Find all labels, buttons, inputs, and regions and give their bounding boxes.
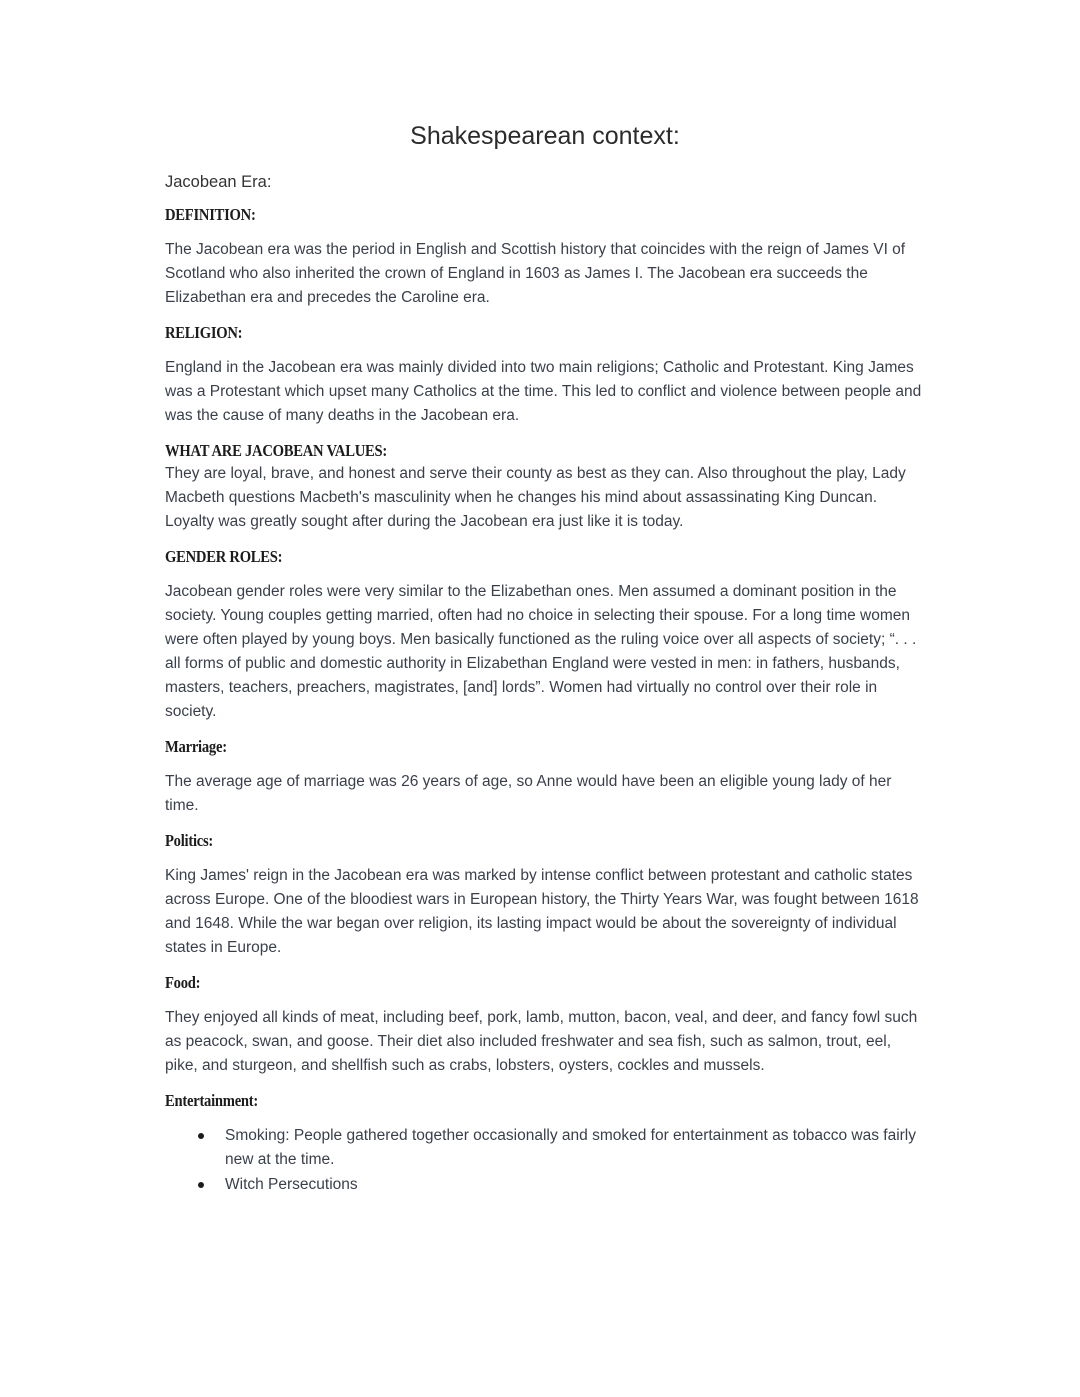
section-definition <box>165 204 925 310</box>
section-marriage <box>165 736 925 818</box>
bullet-icon <box>198 1182 204 1188</box>
list-item <box>165 1173 925 1197</box>
section-heading: Entertainment: <box>165 1091 259 1110</box>
section-heading: Food: <box>165 973 201 992</box>
era-label: Jacobean Era: <box>165 173 272 191</box>
section-heading: RELIGION: <box>165 323 243 342</box>
section-food <box>165 972 925 1078</box>
section-jacobean-values <box>165 440 925 534</box>
entertainment-list <box>165 1124 925 1197</box>
section-body: King James' reign in the Jacobean era was marked by intense conflict between protestant and catholic states across Europe. One of the bloodiest wars in European history, the Thirty Years War, was fought between 1618 and 1648. While the war began over religion, its lasting impact would be about the sovereignty of individual states in Europe. <box>165 867 919 956</box>
section-politics <box>165 830 925 960</box>
section-body: They enjoyed all kinds of meat, including beef, pork, lamb, mutton, bacon, veal, and deer, and fancy fowl such as peacock, swan, and goose. Their diet also included freshwater and sea fish, such as salmon, trout, eel, pike, and sturgeon, and shellfish such as crabs, lobsters, oysters, cockles and mussels. <box>165 1009 918 1074</box>
section-gender-roles <box>165 546 925 724</box>
list-item-text: Witch Persecutions <box>225 1176 358 1193</box>
document-page <box>165 118 925 1198</box>
section-religion <box>165 322 925 428</box>
list-item-text: Smoking: People gathered together occasionally and smoked for entertainment as tobacco was fairly new at the time. <box>225 1127 916 1168</box>
document-title: Shakespearean context: <box>410 122 680 150</box>
section-heading: DEFINITION: <box>165 205 256 224</box>
section-heading: Politics: <box>165 831 214 850</box>
section-body: The average age of marriage was 26 years of age, so Anne would have been an eligible young lady of her time. <box>165 773 892 814</box>
section-body: England in the Jacobean era was mainly divided into two main religions; Catholic and Protestant. King James was a Protestant which upset many Catholics at the time. This led to conflict and violence between people and was the cause of many deaths in the Jacobean era. <box>165 359 922 424</box>
section-heading: GENDER ROLES: <box>165 547 283 566</box>
section-heading: Marriage: <box>165 737 227 756</box>
section-body: Jacobean gender roles were very similar to the Elizabethan ones. Men assumed a dominant position in the society. Young couples getting married, often had no choice in selecting their spouse. For a long time women were often played by young boys. Men basically functioned as the ruling voice over all aspects of society; “. . . all forms of public and domestic authority in Elizabethan England were vested in men: in fathers, husbands, masters, teachers, preachers, magistrates, [and] lords”. Women had virtually no control over their role in society. <box>165 583 917 720</box>
bullet-icon <box>198 1133 204 1139</box>
section-body: The Jacobean era was the period in English and Scottish history that coincides with the reign of James VI of Scotland who also inherited the crown of England in 1603 as James I. The Jacobean era succeeds the Elizabethan era and precedes the Caroline era. <box>165 241 906 306</box>
section-entertainment <box>165 1090 925 1197</box>
list-item <box>165 1124 925 1172</box>
section-heading: WHAT ARE JACOBEAN VALUES: <box>165 441 387 460</box>
section-body: They are loyal, brave, and honest and serve their county as best as they can. Also throughout the play, Lady Macbeth questions Macbeth's masculinity when he changes his mind about assassinating King Duncan. Loyalty was greatly sought after during the Jacobean era just like it is today. <box>165 465 906 530</box>
